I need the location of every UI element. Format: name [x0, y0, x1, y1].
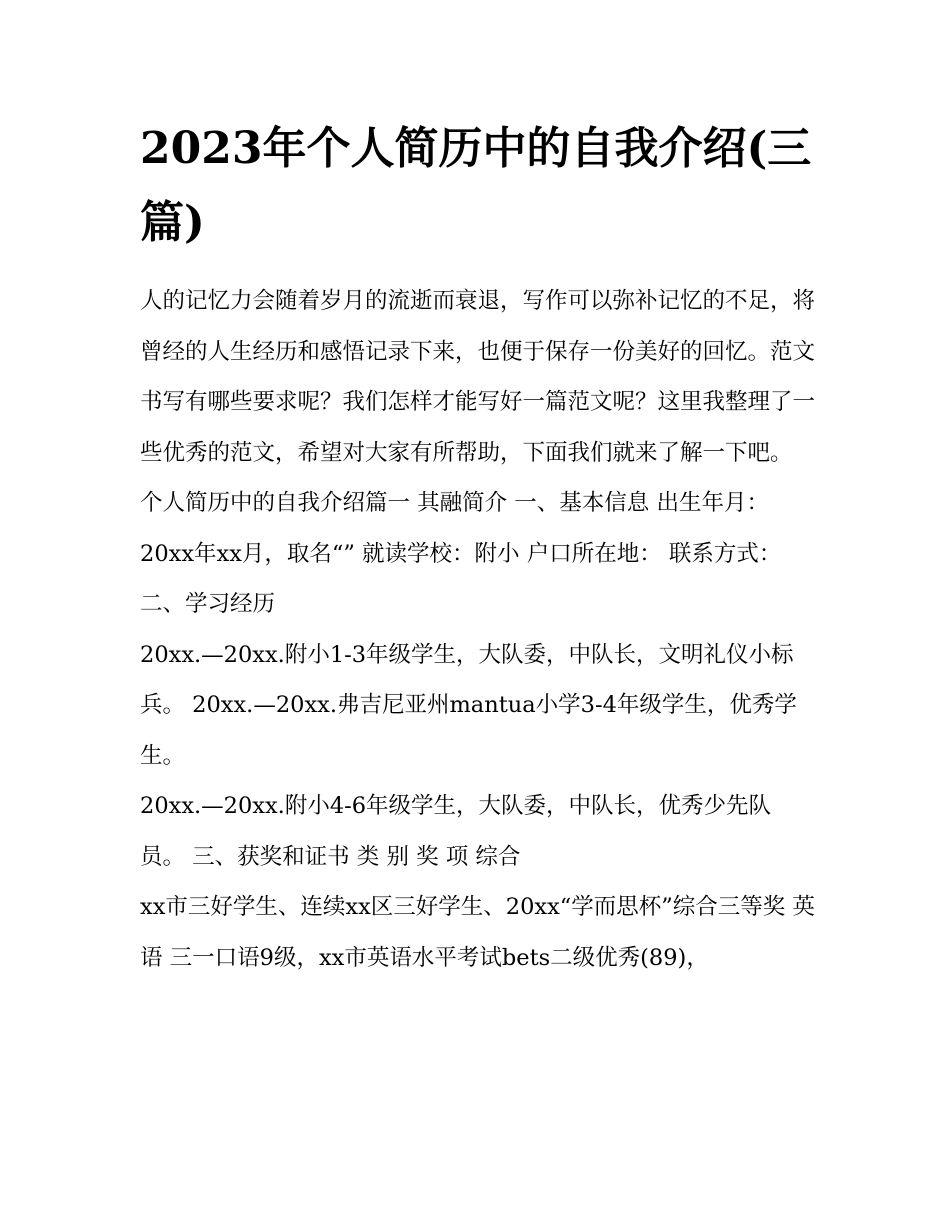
document-body: [140, 276, 815, 983]
paragraph-education-1: 20xx.—20xx.附小1-3年级学生，大队委，中队长，文明礼仪小标兵。 20xx.—20xx.弗吉尼亚州mantua小学3-4年级学生，优秀学生。: [140, 641, 797, 769]
paragraph-awards: xx市三好学生、连续xx区三好学生、20xx“学而思杯”综合三等奖 英语 三一口语9级，xx市英语水平考试bets二级优秀(89)，: [140, 894, 815, 971]
paragraph-education-2: 20xx.—20xx.附小4-6年级学生，大队委，中队长，优秀少先队员。 三、获奖和证书 类 别 奖 项 综合: [140, 793, 772, 870]
document-title: 2023年个人简历中的自我介绍(三篇): [140, 123, 812, 248]
paragraph-intro: 人的记忆力会随着岁月的流逝而衰退，写作可以弥补记忆的不足，将曾经的人生经历和感悟记录下来，也便于保存一份美好的回忆。范文书写有哪些要求呢？我们怎样才能写好一篇范文呢？这里我整理了一些优秀的范文，希望对大家有所帮助，下面我们就来了解一下吧。: [140, 288, 816, 466]
paragraph-basic-info: 个人简历中的自我介绍篇一 其融简介 一、基本信息 出生年月：20xx年xx月，取名“” 就读学校：附小 户口所在地： 联系方式： 二、学习经历: [140, 490, 782, 617]
